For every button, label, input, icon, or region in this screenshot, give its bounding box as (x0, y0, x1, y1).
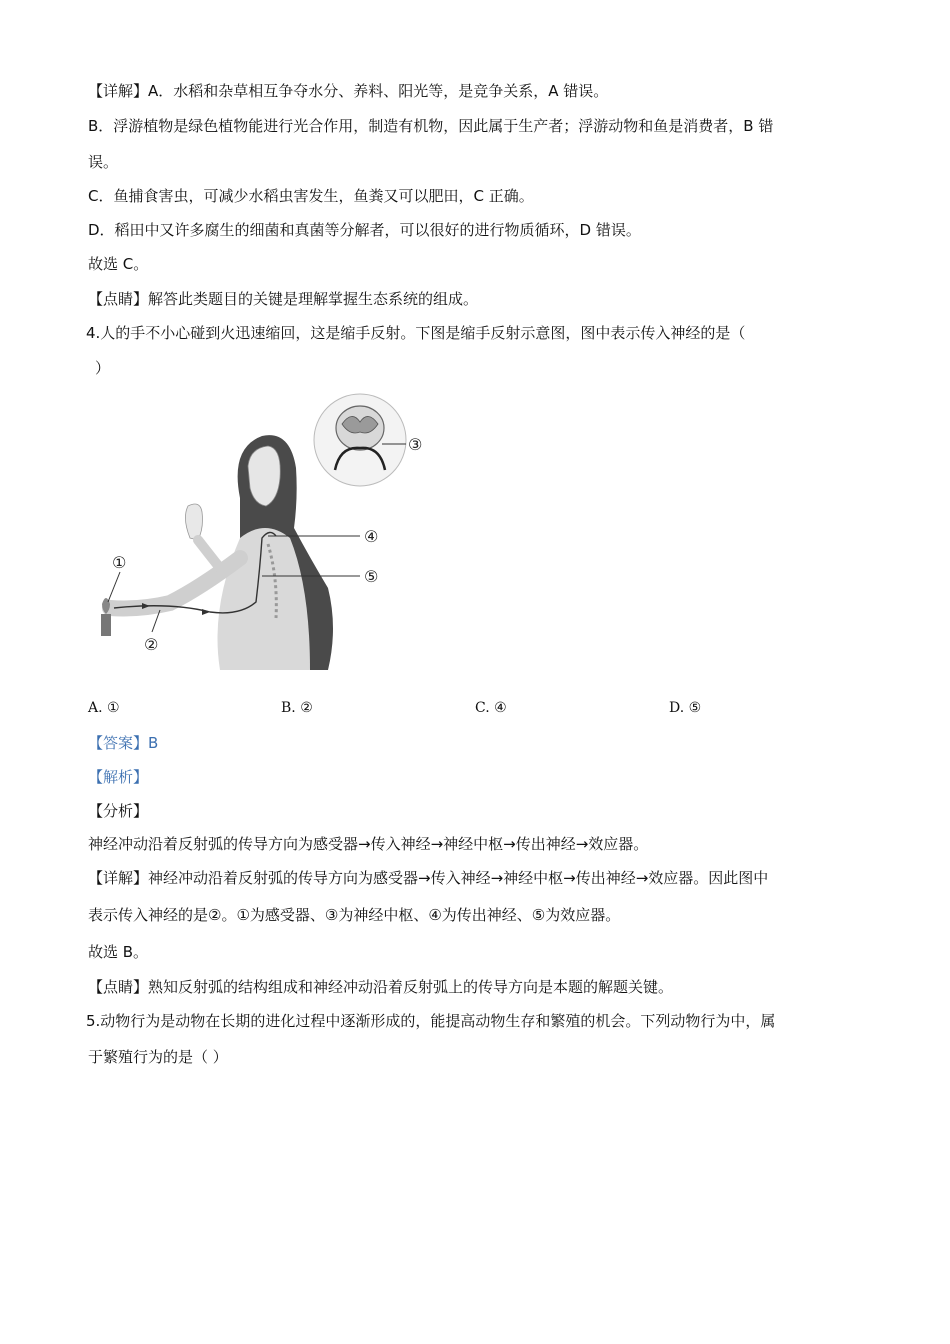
label-2: ② (144, 635, 159, 654)
q4-stem-line2: ） (95, 359, 111, 377)
q4-comment: 【点睛】熟知反射弧的结构组成和神经冲动沿着反射弧上的传导方向是本题的解题关键。 (88, 978, 674, 996)
q4-fenxi-tag: 【分析】 (88, 802, 149, 820)
q4-fenxi-text: 神经冲动沿着反射弧的传导方向为感受器→传入神经→神经中枢→传出神经→效应器。 (88, 835, 649, 853)
q4-choice: 故选 B。 (88, 943, 149, 961)
q5-stem-line1: 5.动物行为是动物在长期的进化过程中逐渐形成的，能提高动物生存和繁殖的机会。下列动物行为中，属 (86, 1012, 776, 1030)
prev-option-c: C．鱼捕食害虫，可减少水稻虫害发生，鱼粪又可以肥田，C 正确。 (88, 187, 534, 205)
reflex-arc-figure (90, 388, 430, 670)
q4-option-b: B. ② (281, 700, 313, 716)
prev-detail-a: 【详解】A．水稻和杂草相互争夺水分、养料、阳光等，是竞争关系，A 错误。 (88, 82, 609, 100)
q4-option-d: D. ⑤ (669, 700, 702, 716)
label-4: ④ (364, 527, 379, 546)
label-3: ③ (408, 435, 423, 454)
q4-analysis-tag: 【解析】 (88, 768, 149, 786)
q4-stem-line1: 4.人的手不小心碰到火迅速缩回，这是缩手反射。下图是缩手反射示意图，图中表示传入神经的是（ (86, 324, 746, 342)
q4-option-a: A. ① (88, 700, 120, 716)
prev-choice: 故选 C。 (88, 255, 149, 273)
spinal-cord-inset (314, 394, 406, 486)
prev-option-b-line1: B．浮游植物是绿色植物能进行光合作用，制造有机物，因此属于生产者；浮游动物和鱼是消费者，B 错 (88, 117, 774, 135)
label-1: ① (112, 553, 127, 572)
candle-flame-icon (101, 598, 111, 636)
prev-comment: 【点睛】解答此类题目的关键是理解掌握生态系统的组成。 (88, 290, 479, 308)
prev-option-b-line2: 误。 (88, 153, 119, 171)
label-5: ⑤ (364, 567, 379, 586)
q4-detail-line1: 【详解】神经冲动沿着反射弧的传导方向为感受器→传入神经→神经中枢→传出神经→效应器。因此图中 (88, 869, 769, 887)
q5-stem-line2: 于繁殖行为的是（ ） (88, 1048, 228, 1066)
q4-detail-line2: 表示传入神经的是②。①为感受器、③为神经中枢、④为传出神经、⑤为效应器。 (88, 906, 621, 924)
prev-option-d: D．稻田中又许多腐生的细菌和真菌等分解者，可以很好的进行物质循环，D 错误。 (88, 221, 641, 239)
q4-option-c: C. ④ (475, 700, 507, 716)
q4-answer: 【答案】B (88, 734, 159, 752)
